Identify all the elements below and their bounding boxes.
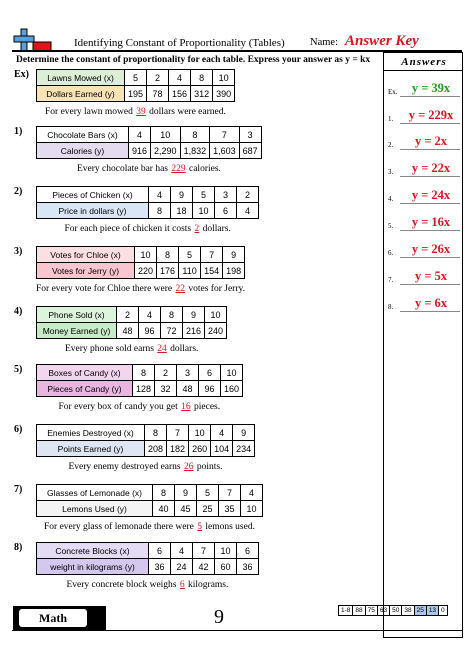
x-row bbox=[37, 543, 259, 559]
x-label: Phone Sold (x) bbox=[37, 307, 117, 323]
y-value: 25 bbox=[197, 501, 219, 517]
answer-row bbox=[384, 296, 464, 318]
answer-line bbox=[400, 311, 460, 312]
statement-answer: 5 bbox=[197, 522, 202, 532]
answer-number: 1. bbox=[388, 115, 394, 123]
answer-row bbox=[384, 188, 464, 210]
y-value: 40 bbox=[153, 501, 175, 517]
problem-5 bbox=[14, 364, 379, 422]
statement-text: For every box of candy you get bbox=[58, 402, 178, 412]
answer-line bbox=[400, 176, 460, 177]
x-value: 5 bbox=[179, 247, 201, 263]
answer-number: 2. bbox=[388, 141, 394, 149]
score-cell: 75 bbox=[365, 606, 377, 616]
answer-row bbox=[384, 161, 464, 183]
y-value: 18 bbox=[171, 203, 193, 219]
statement-answer: 26 bbox=[183, 462, 194, 472]
answer-value: y = 22x bbox=[411, 161, 451, 175]
x-value: 8 bbox=[145, 425, 167, 441]
statement-answer: 229 bbox=[171, 164, 186, 174]
answer-statement bbox=[44, 522, 255, 532]
statement-text: dollars. bbox=[170, 344, 199, 354]
score-cell: 25 bbox=[414, 606, 426, 616]
statement-text: For each piece of chicken it costs bbox=[64, 224, 192, 234]
answer-line bbox=[400, 257, 460, 258]
answer-line bbox=[400, 149, 460, 150]
x-value: 9 bbox=[171, 187, 193, 203]
y-row bbox=[37, 323, 227, 339]
x-value: 8 bbox=[180, 127, 210, 143]
y-value: 10 bbox=[241, 501, 263, 517]
y-row bbox=[37, 559, 259, 575]
statement-text: Every phone sold earns bbox=[65, 344, 154, 354]
y-value: 156 bbox=[169, 86, 191, 102]
y-value: 240 bbox=[205, 323, 227, 339]
x-label: Chocolate Bars (x) bbox=[37, 127, 129, 143]
answer-statement bbox=[69, 462, 223, 472]
answer-row bbox=[384, 81, 464, 103]
y-value: 1,603 bbox=[210, 143, 240, 159]
y-value: 208 bbox=[145, 441, 167, 457]
ratio-table bbox=[36, 69, 235, 102]
x-value: 3 bbox=[215, 187, 237, 203]
answer-statement bbox=[36, 284, 245, 294]
statement-text: kilograms. bbox=[188, 580, 229, 590]
x-value: 2 bbox=[155, 365, 177, 381]
x-value: 8 bbox=[153, 485, 175, 501]
problem-number: 7) bbox=[14, 484, 23, 495]
x-value: 4 bbox=[139, 307, 161, 323]
problem-2 bbox=[14, 186, 379, 244]
statement-text: Every enemy destroyed earns bbox=[68, 462, 181, 472]
answer-statement bbox=[77, 164, 221, 174]
y-label: Calories (y) bbox=[37, 143, 129, 159]
statement-text: For every glass of lemonade there were bbox=[44, 522, 194, 532]
page-number: 9 bbox=[214, 606, 224, 628]
x-value: 10 bbox=[221, 365, 243, 381]
y-value: 42 bbox=[193, 559, 215, 575]
x-value: 10 bbox=[205, 307, 227, 323]
problem-3 bbox=[14, 246, 379, 304]
y-value: 4 bbox=[237, 203, 259, 219]
y-value: 10 bbox=[193, 203, 215, 219]
y-label: Pieces of Candy (y) bbox=[37, 381, 133, 397]
x-label: Concrete Blocks (x) bbox=[37, 543, 149, 559]
answer-line bbox=[400, 96, 460, 97]
answer-number: Ex. bbox=[388, 88, 398, 96]
problem-8 bbox=[14, 542, 379, 600]
x-value: 4 bbox=[171, 543, 193, 559]
y-label: Price in dollars (y) bbox=[37, 203, 149, 219]
ratio-table bbox=[36, 542, 259, 575]
answer-statement bbox=[45, 107, 226, 117]
x-value: 9 bbox=[223, 247, 245, 263]
statement-text: Every chocolate bar has bbox=[77, 164, 168, 174]
x-value: 2 bbox=[117, 307, 139, 323]
problem-number: 2) bbox=[14, 186, 23, 197]
answer-number: 7. bbox=[388, 276, 394, 284]
answer-row bbox=[384, 269, 464, 291]
y-value: 1,832 bbox=[180, 143, 210, 159]
y-value: 182 bbox=[167, 441, 189, 457]
score-cell: 38 bbox=[402, 606, 414, 616]
answer-statement bbox=[65, 344, 198, 354]
x-label: Votes for Chloe (x) bbox=[37, 247, 135, 263]
y-value: 195 bbox=[125, 86, 147, 102]
y-value: 916 bbox=[129, 143, 151, 159]
answer-number: 4. bbox=[388, 195, 394, 203]
y-value: 36 bbox=[149, 559, 171, 575]
x-value: 6 bbox=[237, 543, 259, 559]
x-label: Lawns Mowed (x) bbox=[37, 70, 125, 86]
x-value: 5 bbox=[125, 70, 147, 86]
x-value: 7 bbox=[201, 247, 223, 263]
x-row bbox=[37, 307, 227, 323]
statement-text: For every lawn mowed bbox=[45, 107, 133, 117]
problem-6 bbox=[14, 424, 379, 482]
answer-value: y = 2x bbox=[414, 134, 448, 148]
x-label: Glasses of Lemonade (x) bbox=[37, 485, 153, 501]
y-row bbox=[37, 86, 235, 102]
x-value: 10 bbox=[213, 70, 235, 86]
x-value: 7 bbox=[167, 425, 189, 441]
answer-statement bbox=[67, 580, 229, 590]
x-value: 9 bbox=[233, 425, 255, 441]
y-row bbox=[37, 441, 255, 457]
score-table bbox=[338, 605, 448, 616]
answer-key-label: Answer Key bbox=[345, 33, 419, 49]
y-label: Lemons Used (y) bbox=[37, 501, 153, 517]
x-row bbox=[37, 187, 259, 203]
statement-answer: 24 bbox=[157, 344, 167, 354]
x-row bbox=[37, 425, 255, 441]
x-value: 2 bbox=[147, 70, 169, 86]
statement-text: dollars. bbox=[202, 224, 231, 234]
answer-statement bbox=[65, 224, 231, 234]
x-value: 4 bbox=[169, 70, 191, 86]
x-value: 6 bbox=[149, 543, 171, 559]
statement-text: lemons used. bbox=[205, 522, 255, 532]
x-value: 3 bbox=[177, 365, 199, 381]
answer-line bbox=[400, 230, 460, 231]
y-value: 198 bbox=[223, 263, 245, 279]
answer-value: y = 5x bbox=[414, 269, 448, 283]
answer-value: y = 16x bbox=[411, 215, 451, 229]
statement-text: calories. bbox=[189, 164, 221, 174]
ratio-table bbox=[36, 306, 227, 339]
statement-answer: 22 bbox=[175, 284, 185, 294]
x-value: 7 bbox=[193, 543, 215, 559]
x-row bbox=[37, 247, 245, 263]
answer-statement bbox=[59, 402, 221, 412]
statement-text: For every vote for Chloe there were bbox=[36, 284, 173, 294]
x-value: 2 bbox=[237, 187, 259, 203]
y-value: 60 bbox=[215, 559, 237, 575]
ratio-table bbox=[36, 484, 263, 517]
answers-panel bbox=[383, 52, 463, 638]
ratio-table bbox=[36, 424, 255, 457]
x-label: Boxes of Candy (x) bbox=[37, 365, 133, 381]
ratio-table bbox=[36, 186, 259, 219]
statement-text: pieces. bbox=[194, 402, 221, 412]
y-value: 96 bbox=[139, 323, 161, 339]
y-value: 160 bbox=[221, 381, 243, 397]
footer-divider bbox=[12, 630, 462, 631]
statement-answer: 39 bbox=[136, 107, 146, 117]
problem-number: 6) bbox=[14, 424, 23, 435]
statement-text: points. bbox=[196, 462, 223, 472]
answer-value: y = 39x bbox=[411, 81, 451, 95]
y-value: 45 bbox=[175, 501, 197, 517]
y-value: 48 bbox=[117, 323, 139, 339]
problem-number: 5) bbox=[14, 364, 23, 375]
x-value: 7 bbox=[219, 485, 241, 501]
x-label: Pieces of Chicken (x) bbox=[37, 187, 149, 203]
answer-row bbox=[384, 108, 464, 130]
statement-text: Every concrete block weighs bbox=[66, 580, 177, 590]
y-value: 104 bbox=[211, 441, 233, 457]
answer-value: y = 26x bbox=[411, 242, 451, 256]
score-cell: 13 bbox=[426, 606, 438, 616]
answer-value: y = 6x bbox=[414, 296, 448, 310]
y-row bbox=[37, 501, 263, 517]
name-label: Name: bbox=[310, 37, 338, 48]
y-value: 8 bbox=[149, 203, 171, 219]
answer-row bbox=[384, 242, 464, 264]
ratio-table bbox=[36, 126, 262, 159]
y-value: 128 bbox=[133, 381, 155, 397]
y-value: 24 bbox=[171, 559, 193, 575]
y-value: 110 bbox=[179, 263, 201, 279]
x-value: 4 bbox=[241, 485, 263, 501]
x-value: 5 bbox=[193, 187, 215, 203]
y-value: 6 bbox=[215, 203, 237, 219]
x-value: 6 bbox=[199, 365, 221, 381]
y-value: 234 bbox=[233, 441, 255, 457]
y-value: 154 bbox=[201, 263, 223, 279]
x-value: 9 bbox=[183, 307, 205, 323]
x-row bbox=[37, 365, 243, 381]
instructions: Determine the constant of proportionality for each table. Express your answer as y = kx bbox=[16, 55, 371, 65]
score-cell: 1-8 bbox=[339, 606, 353, 616]
statement-text: votes for Jerry. bbox=[188, 284, 246, 294]
problem-number: 8) bbox=[14, 542, 23, 553]
x-value: 7 bbox=[210, 127, 240, 143]
score-cell: 50 bbox=[390, 606, 402, 616]
answer-line bbox=[400, 284, 460, 285]
y-row bbox=[37, 381, 243, 397]
answer-line bbox=[400, 203, 460, 204]
y-row bbox=[37, 143, 262, 159]
x-value: 10 bbox=[135, 247, 157, 263]
y-label: weight in kilograms (y) bbox=[37, 559, 149, 575]
ratio-table bbox=[36, 246, 245, 279]
score-cell: 0 bbox=[439, 606, 448, 616]
answer-number: 6. bbox=[388, 249, 394, 257]
x-value: 10 bbox=[189, 425, 211, 441]
problem-4 bbox=[14, 306, 379, 364]
answer-value: y = 24x bbox=[411, 188, 451, 202]
statement-answer: 6 bbox=[179, 580, 185, 590]
y-label: Points Earned (y) bbox=[37, 441, 145, 457]
y-value: 78 bbox=[147, 86, 169, 102]
answer-number: 3. bbox=[388, 168, 394, 176]
ratio-table bbox=[36, 364, 243, 397]
y-value: 176 bbox=[157, 263, 179, 279]
answers-divider bbox=[384, 70, 463, 71]
y-value: 220 bbox=[135, 263, 157, 279]
answer-row bbox=[384, 215, 464, 237]
y-value: 216 bbox=[183, 323, 205, 339]
x-value: 9 bbox=[175, 485, 197, 501]
subject-label: Math bbox=[19, 609, 87, 627]
worksheet-title: Identifying Constant of Proportionality (Tables) bbox=[74, 37, 285, 49]
problem-1 bbox=[14, 126, 379, 184]
y-row bbox=[37, 263, 245, 279]
problem-number: 4) bbox=[14, 306, 23, 317]
problem-example bbox=[14, 69, 379, 127]
x-value: 8 bbox=[161, 307, 183, 323]
answers-title: Answers bbox=[401, 56, 447, 68]
answer-number: 5. bbox=[388, 222, 394, 230]
x-value: 4 bbox=[149, 187, 171, 203]
x-row bbox=[37, 70, 235, 86]
statement-answer: 16 bbox=[181, 402, 191, 412]
y-value: 96 bbox=[199, 381, 221, 397]
x-value: 8 bbox=[157, 247, 179, 263]
y-label: Money Earned (y) bbox=[37, 323, 117, 339]
y-value: 35 bbox=[219, 501, 241, 517]
answer-line bbox=[400, 123, 460, 124]
x-row bbox=[37, 127, 262, 143]
problem-number: 3) bbox=[14, 246, 23, 257]
y-value: 312 bbox=[191, 86, 213, 102]
answer-row bbox=[384, 134, 464, 156]
x-value: 10 bbox=[151, 127, 181, 143]
x-label: Enemies Destroyed (x) bbox=[37, 425, 145, 441]
x-row bbox=[37, 485, 263, 501]
x-value: 5 bbox=[197, 485, 219, 501]
answer-number: 8. bbox=[388, 303, 394, 311]
y-label: Dollars Earned (y) bbox=[37, 86, 125, 102]
answer-value: y = 229x bbox=[408, 108, 454, 122]
y-value: 260 bbox=[189, 441, 211, 457]
y-value: 36 bbox=[237, 559, 259, 575]
y-value: 2,290 bbox=[151, 143, 181, 159]
y-row bbox=[37, 203, 259, 219]
y-value: 48 bbox=[177, 381, 199, 397]
statement-answer: 2 bbox=[194, 224, 200, 234]
x-value: 4 bbox=[129, 127, 151, 143]
y-label: Votes for Jerry (y) bbox=[37, 263, 135, 279]
x-value: 8 bbox=[191, 70, 213, 86]
y-value: 390 bbox=[213, 86, 235, 102]
y-value: 32 bbox=[155, 381, 177, 397]
x-value: 4 bbox=[211, 425, 233, 441]
x-value: 10 bbox=[215, 543, 237, 559]
problem-number: Ex) bbox=[14, 69, 29, 80]
y-value: 687 bbox=[239, 143, 261, 159]
statement-text: dollars were earned. bbox=[149, 107, 226, 117]
y-value: 72 bbox=[161, 323, 183, 339]
score-cell: 63 bbox=[377, 606, 389, 616]
score-cell: 88 bbox=[353, 606, 365, 616]
x-value: 3 bbox=[239, 127, 261, 143]
problem-number: 1) bbox=[14, 126, 23, 137]
x-value: 8 bbox=[133, 365, 155, 381]
problem-7 bbox=[14, 484, 379, 542]
